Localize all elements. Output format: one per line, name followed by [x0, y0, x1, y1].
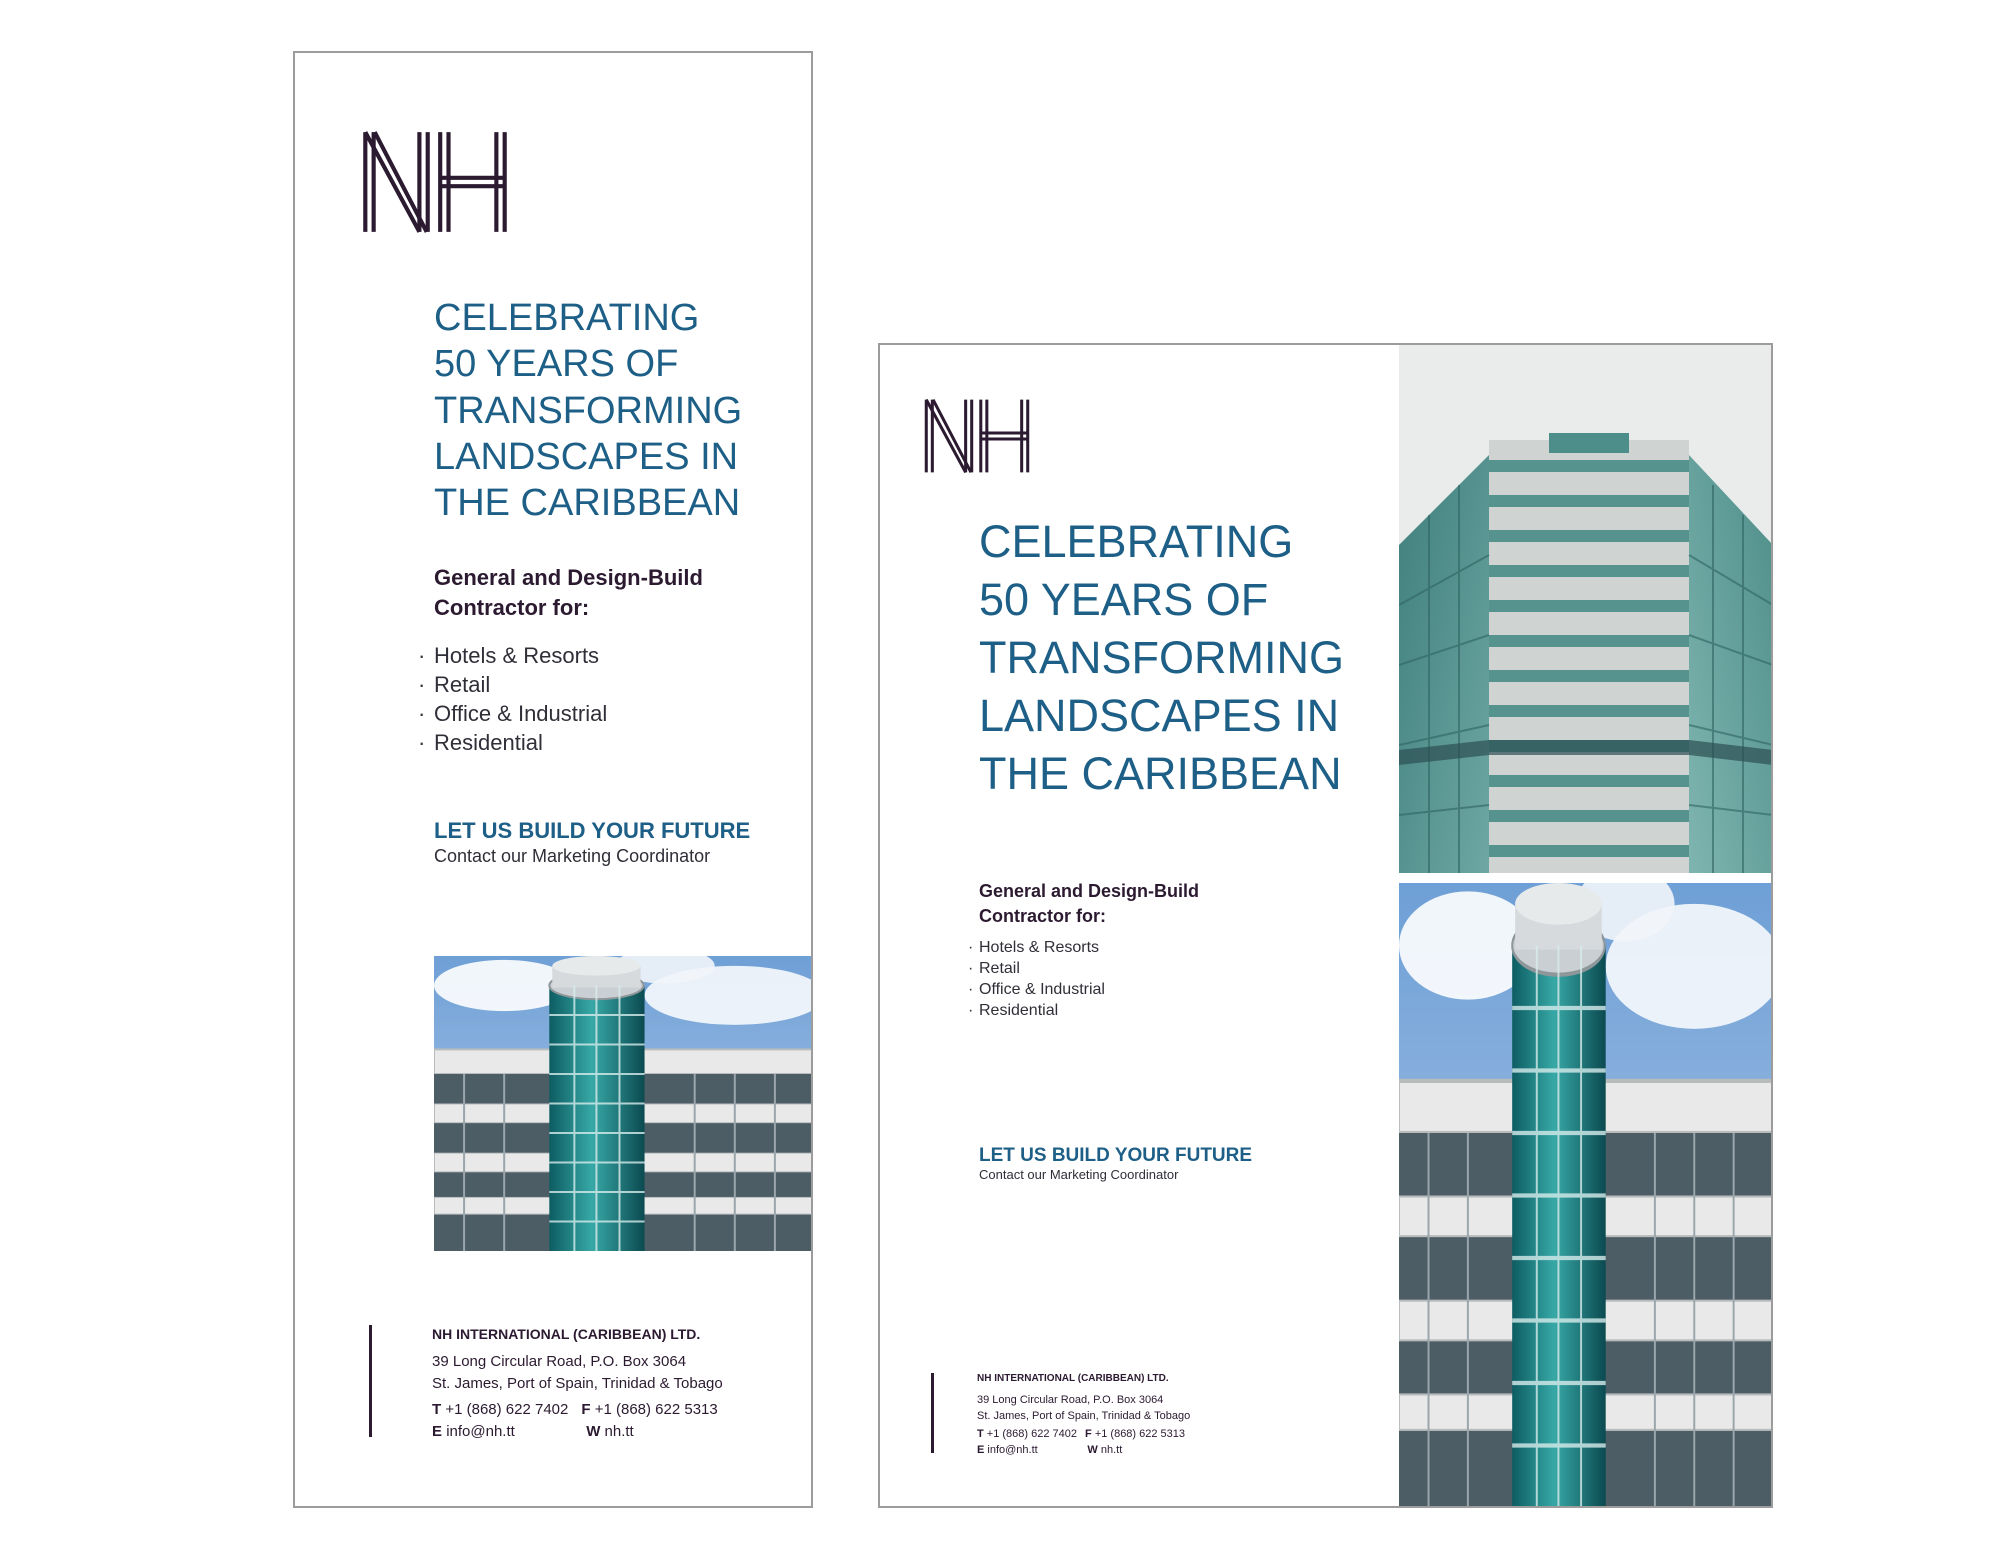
- tel-value: +1 (868) 622 7402: [445, 1401, 569, 1418]
- address-line: 39 Long Circular Road, P.O. Box 3064: [977, 1394, 1164, 1406]
- subheading-line: Contractor for:: [979, 906, 1106, 926]
- address-line: 39 Long Circular Road, P.O. Box 3064: [432, 1353, 687, 1370]
- flyer: [878, 343, 1773, 1508]
- contact-block: [977, 1371, 1190, 1458]
- headline-line: 50 YEARS OF: [434, 343, 679, 386]
- headline-line: LANDSCAPES IN: [434, 436, 739, 479]
- fax-value: +1 (868) 622 5313: [1094, 1428, 1186, 1440]
- headline: [434, 295, 742, 527]
- contact-block: [432, 1323, 723, 1443]
- headline-line: CELEBRATING: [979, 516, 1294, 567]
- tel-label: T: [432, 1401, 442, 1418]
- subheading: [979, 879, 1199, 929]
- fax-value: +1 (868) 622 5313: [594, 1401, 718, 1418]
- web-link[interactable]: nh.tt: [604, 1423, 634, 1440]
- address-line: St. James, Port of Spain, Trinidad & Tobago: [977, 1410, 1191, 1422]
- nh-logo: [924, 398, 1030, 474]
- fax-label: F: [581, 1401, 591, 1418]
- list-item: · Office & Industrial: [979, 979, 1105, 1000]
- services-list: [979, 937, 1105, 1021]
- list-item: · Office & Industrial: [434, 699, 607, 728]
- email-link[interactable]: info@nh.tt: [987, 1444, 1038, 1456]
- building-photo: [1399, 883, 1773, 1508]
- cta-heading: LET US BUILD YOUR FUTURE: [979, 1145, 1253, 1166]
- headline-line: 50 YEARS OF: [979, 574, 1269, 625]
- email-label: E: [977, 1444, 985, 1456]
- divider: [931, 1373, 934, 1453]
- headline: [979, 513, 1344, 803]
- nh-logo: [362, 130, 508, 234]
- call-to-action: [434, 818, 750, 867]
- headline-line: THE CARIBBEAN: [434, 482, 741, 525]
- email-link[interactable]: info@nh.tt: [446, 1423, 515, 1440]
- headline-line: TRANSFORMING: [979, 632, 1344, 683]
- tel-label: T: [977, 1428, 984, 1440]
- address-line: St. James, Port of Spain, Trinidad & Tobago: [432, 1375, 723, 1392]
- headline-line: TRANSFORMING: [434, 389, 743, 432]
- cta-subtext: Contact our Marketing Coordinator: [979, 1167, 1179, 1182]
- cta-subtext: Contact our Marketing Coordinator: [434, 846, 711, 866]
- building-photo: [1399, 345, 1773, 873]
- subheading-line: General and Design-Build: [979, 881, 1200, 901]
- headline-line: THE CARIBBEAN: [979, 748, 1342, 799]
- tel-value: +1 (868) 622 7402: [986, 1428, 1078, 1440]
- headline-line: CELEBRATING: [434, 297, 700, 339]
- headline-line: LANDSCAPES IN: [979, 690, 1340, 741]
- subheading-line: Contractor for:: [434, 594, 590, 620]
- subheading-line: General and Design-Build: [434, 565, 703, 590]
- list-item: · Retail: [979, 958, 1105, 979]
- cta-heading: LET US BUILD YOUR FUTURE: [434, 818, 751, 843]
- web-label: W: [586, 1423, 601, 1440]
- list-item: · Hotels & Resorts: [979, 937, 1105, 958]
- web-link[interactable]: nh.tt: [1100, 1444, 1123, 1456]
- call-to-action: [979, 1145, 1252, 1182]
- list-item: · Retail: [434, 670, 607, 699]
- roll-up-banner: [293, 51, 813, 1508]
- company-name: NH INTERNATIONAL (CARIBBEAN) LTD.: [977, 1373, 1169, 1384]
- list-item: · Residential: [434, 728, 607, 757]
- company-name: NH INTERNATIONAL (CARIBBEAN) LTD.: [432, 1326, 701, 1342]
- email-label: E: [432, 1423, 443, 1440]
- list-item: · Residential: [979, 1000, 1105, 1021]
- services-list: [434, 641, 607, 757]
- list-item: · Hotels & Resorts: [434, 641, 607, 670]
- web-label: W: [1087, 1444, 1098, 1456]
- subheading: [434, 563, 703, 622]
- fax-label: F: [1085, 1428, 1092, 1440]
- divider: [369, 1325, 372, 1437]
- building-photo: [434, 956, 813, 1251]
